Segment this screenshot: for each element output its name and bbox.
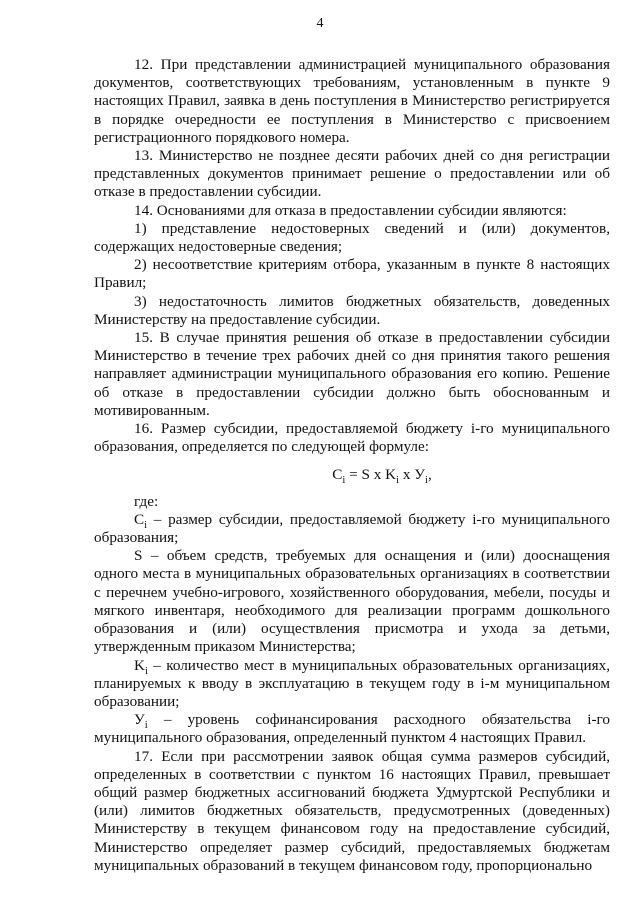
definition-s: S – объем средств, требуемых для оснащения и (или) дооснащения одного места в муниципальных образовательных организациях в соответствии с перечнем учебно-игрового, хозяйственного оборудования, мебели, посуды и мягкого инвентаря, необходимого для реализации программ дошкольного образования и (или) осуществления присмотра и ухода за детьми, утвержденным приказом Министерства; [94,547,610,656]
paragraph-17: 17. Если при рассмотрении заявок общая сумма размеров субсидий, определенных в соответствии с пунктом 16 настоящих Правил, превышает общий размер бюджетных ассигнований бюджета Удмуртской Республики и (или) лимитов бюджетных обязательств, предусмотренных (доведенных) Министерству в текущем финансовом году на предоставление субсидий, Министерство определяет размер субсидий, предоставляемых бюджетам муниципальных образований в текущем финансовом году, пропорционально [94,747,610,874]
definition-yi-text: – уровень софинансирования расходного обязательства i-го муниципального образования, определенный пунктом 4 настоящих Правил. [94,711,610,747]
definition-ki-text: – количество мест в муниципальных образовательных организациях, планируемых к вводу в эксплуатацию в текущем году в i-м муниципальном образовании; [94,656,610,710]
where-label: где: [134,492,159,510]
document-body [94,56,610,875]
formula-eq: = S x K [345,466,397,484]
definition-ci-sub: i [144,519,148,531]
formula-c-sub: i [342,475,346,487]
definition-ci [94,511,610,547]
definition-ki-symbol: K [134,656,145,674]
paragraph-13: 13. Министерство не позднее десяти рабочих дней со дня регистрации представленных документов принимает решение о предоставлении или об отказе в предоставлении субсидии. [94,147,610,201]
paragraph-12: 12. При представлении администрацией муниципального образования документов, соответствующих требованиям, установленным в пункте 9 настоящих Правил, заявка в день поступления в Министерство регистрируется в порядке очередности ее поступления в Министерство с присвоением регистрационного порядкового номера. [94,56,610,146]
definition-yi-symbol: У [134,711,145,729]
paragraph-16: 16. Размер субсидии, предоставляемой бюджету i-го муниципального образования, определяется по следующей формуле: [94,420,610,456]
paragraph-15: 15. В случае принятия решения об отказе в предоставлении субсидии Министерство в течение трех рабочих дней со дня принятия такого решения направляет администрации муниципального образования его копию. Решение об отказе в предоставлении субсидии должно быть обоснованным и мотивированным. [94,329,610,419]
paragraph-14-item-1: 1) представление недостоверных сведений и (или) документов, содержащих недостоверные сведения; [94,219,610,256]
definition-yi [94,711,610,747]
paragraph-14: 14. Основаниями для отказа в предоставлении субсидии являются: [134,201,567,219]
paragraph-14-item-3: 3) недостаточность лимитов бюджетных обязательств, доведенных Министерству на предоставление субсидии. [94,292,610,328]
formula-x: x У [399,466,425,484]
formula-c: C [332,466,343,484]
page-number: 4 [316,16,324,31]
definition-ci-symbol: C [134,510,145,528]
definition-yi-sub: i [144,720,148,732]
formula-k-sub: i [396,475,400,487]
formula-y-sub: i [425,475,428,487]
formula-end: , [427,466,432,484]
definition-ci-text: – размер субсидии, предоставляемой бюджету i-го муниципального образования; [94,510,610,547]
definition-ki-sub: i [144,665,148,677]
definition-ki [94,657,610,712]
subsidy-formula [94,466,610,487]
paragraph-14-item-2: 2) несоответствие критериям отбора, указанным в пункте 8 настоящих Правил; [94,256,610,292]
